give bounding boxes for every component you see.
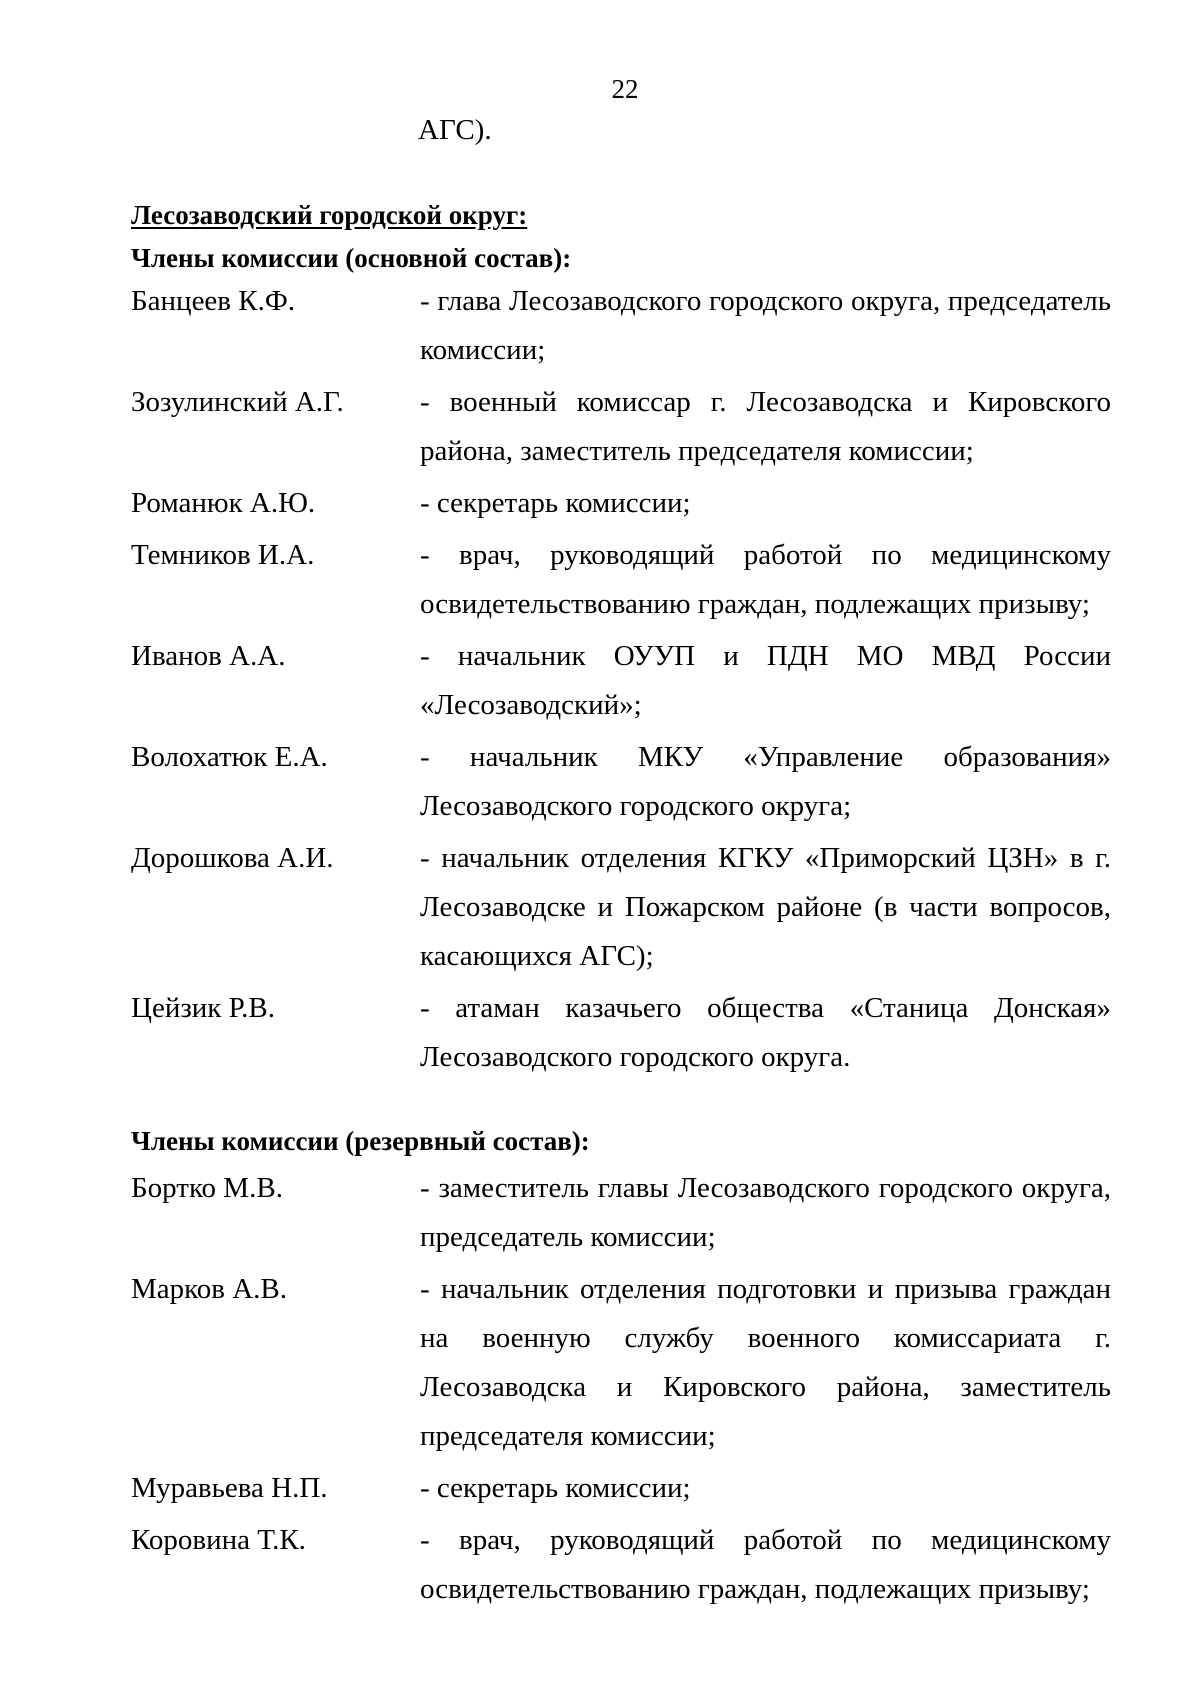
member-name: Зозулинский А.Г. <box>131 386 344 418</box>
member-role: - атаман казачьего общества «Станица Донская» Лесозаводского городского округа. <box>420 992 1111 1073</box>
main-members-heading: Члены комиссии (основной состав): <box>131 243 572 273</box>
member-name: Марков А.В. <box>131 1273 288 1305</box>
member-role: - врач, руководящий работой по медицинскому освидетельствованию граждан, подлежащих призыву; <box>420 539 1111 620</box>
reserve-members-list <box>131 1164 1111 1617</box>
member-role: - начальник отделения подготовки и призыва граждан на военную службу военного комиссариата г. Лесозаводска и Кировского района, заместитель председателя комиссии; <box>420 1273 1111 1452</box>
member-role: - секретарь комиссии; <box>420 487 691 519</box>
member-row <box>131 1464 1111 1513</box>
member-name: Романюк А.Ю. <box>131 487 316 519</box>
member-row <box>131 1164 1111 1262</box>
member-name: Цейзик Р.В. <box>131 992 275 1024</box>
main-members-list <box>131 277 1111 1085</box>
member-row <box>131 834 1111 981</box>
member-role: - начальник отделения КГКУ «Приморский ЦЗН» в г. Лесозаводске и Пожарском районе (в части вопросов, касающихся АГС); <box>420 842 1111 972</box>
member-row <box>131 1516 1111 1614</box>
member-row <box>131 733 1111 831</box>
member-name: Коровина Т.К. <box>131 1524 306 1556</box>
member-role: - военный комиссар г. Лесозаводска и Кировского района, заместитель председателя комиссии; <box>420 386 1111 467</box>
member-name: Муравьева Н.П. <box>131 1472 328 1504</box>
page-number: 22 <box>611 74 639 104</box>
member-row <box>131 378 1111 476</box>
member-role: - начальник МКУ «Управление образования» Лесозаводского городского округа; <box>420 741 1111 822</box>
member-name: Дорошкова А.И. <box>131 842 334 874</box>
member-name: Темников И.А. <box>131 539 315 571</box>
member-name: Волохатюк Е.А. <box>131 741 328 773</box>
district-title: Лесозаводский городской округ: <box>131 200 528 230</box>
member-row <box>131 984 1111 1082</box>
member-name: Бортко М.В. <box>131 1172 283 1204</box>
member-name: Иванов А.А. <box>131 640 286 672</box>
continuation-text: АГС). <box>418 114 492 146</box>
member-role: - врач, руководящий работой по медицинскому освидетельствованию граждан, подлежащих призыву; <box>420 1524 1111 1605</box>
member-row <box>131 479 1111 528</box>
member-role: - секретарь комиссии; <box>420 1472 691 1504</box>
reserve-members-heading: Члены комиссии (резервный состав): <box>131 1126 590 1156</box>
member-row <box>131 1265 1111 1461</box>
member-name: Банцеев К.Ф. <box>131 285 296 317</box>
member-row <box>131 632 1111 730</box>
member-role: - начальник ОУУП и ПДН МО МВД России «Лесозаводский»; <box>420 640 1111 721</box>
member-row <box>131 277 1111 375</box>
member-role: - заместитель главы Лесозаводского городского округа, председатель комиссии; <box>420 1172 1111 1253</box>
member-role: - глава Лесозаводского городского округа, председатель комиссии; <box>420 285 1111 366</box>
member-row <box>131 531 1111 629</box>
